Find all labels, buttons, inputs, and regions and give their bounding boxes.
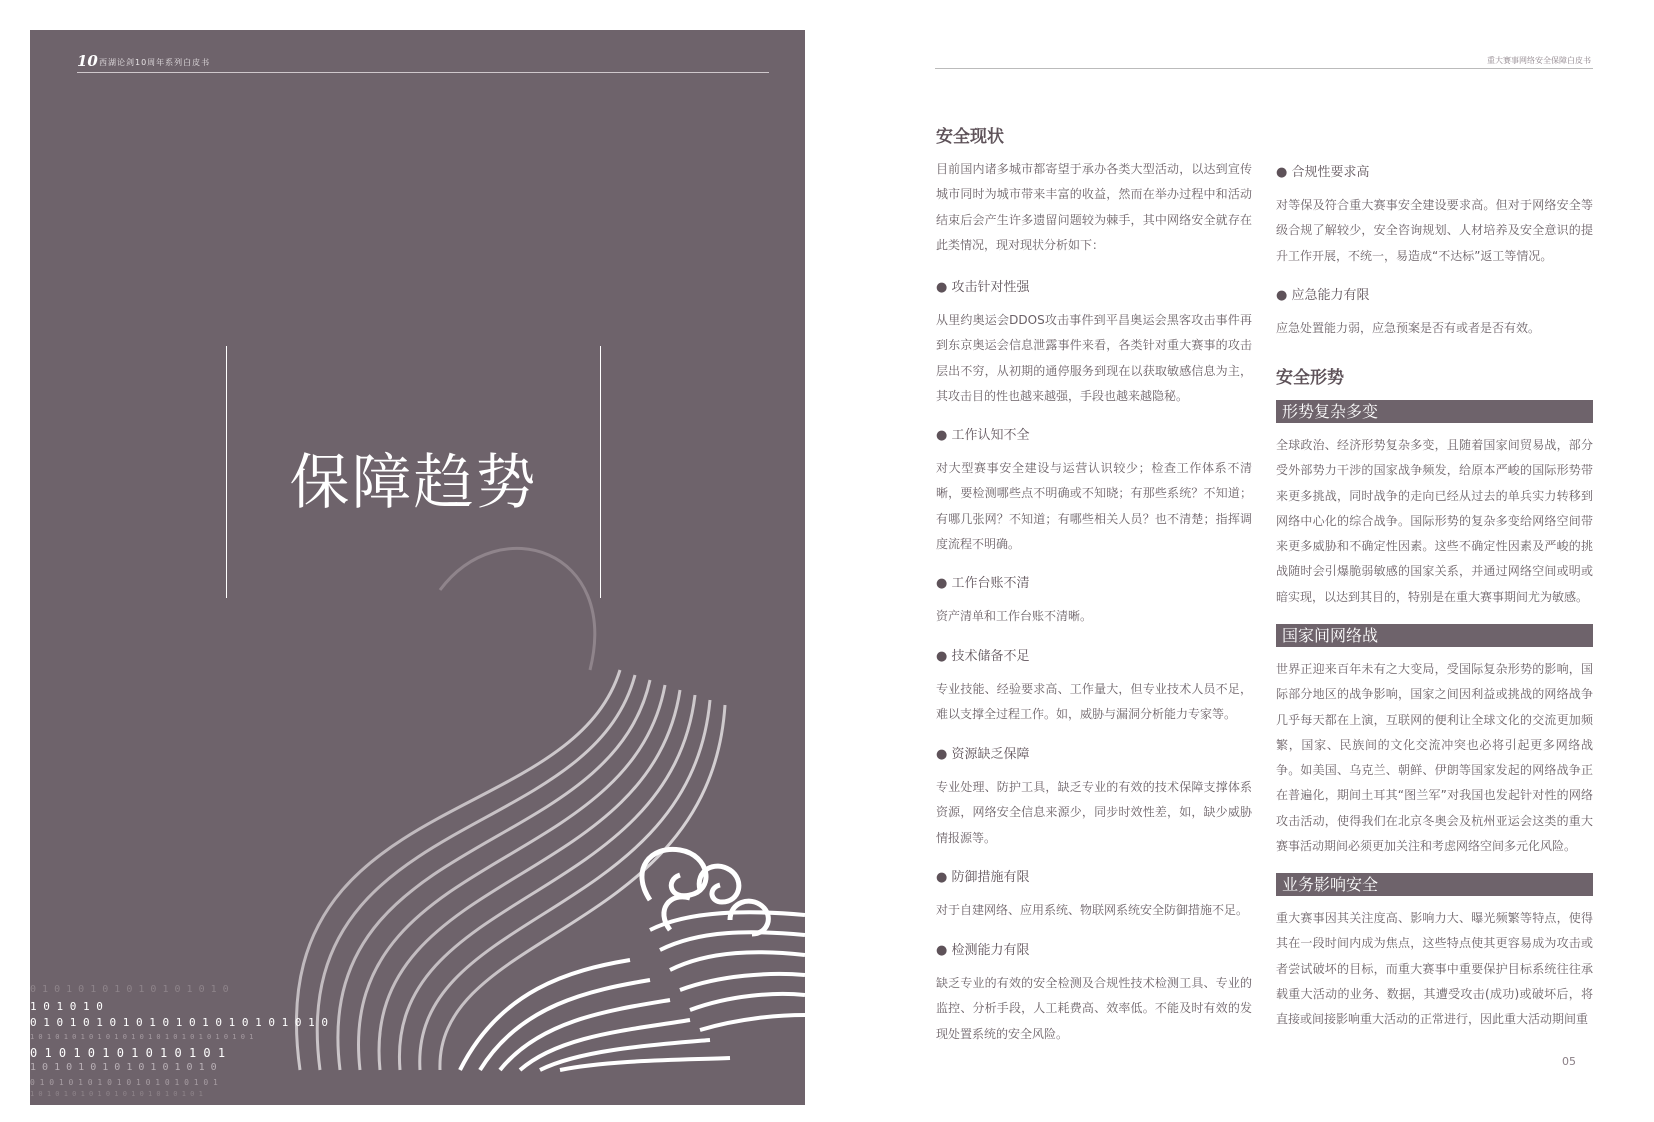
anniversary-logo: 10 <box>77 52 98 70</box>
intro-paragraph: 目前国内诸多城市都寄望于承办各类大型活动，以达到宣传城市同时为城市带来丰富的收益，然而在举办过程中和活动结束后会产生许多遗留问题较为棘手，其中网络安全就存在此类情况，现对现状分析如下： <box>936 162 1252 252</box>
binary-decoration-line: 1 0 1 0 1 0 <box>30 1000 103 1013</box>
content-header-rule <box>935 68 1593 69</box>
content-header-text: 重大赛事网络安全保障白皮书 <box>1487 56 1591 65</box>
bullet-heading: ● 攻击针对性强 <box>936 280 1030 295</box>
subsection-bar: 国家间网络战 <box>1276 624 1593 647</box>
chapter-cover-page <box>30 30 805 1105</box>
bullet-paragraph: 专业处理、防护工具，缺乏专业的有效的技术保障支撑体系资源，网络安全信息来源少，同步时效性差，如，缺少威胁情报源等。 <box>936 780 1252 845</box>
bullet-heading: ● 工作认知不全 <box>936 428 1030 443</box>
binary-decoration-line: 0 1 0 1 0 1 0 1 0 1 0 1 0 1 0 1 0 1 0 1 <box>30 1078 218 1087</box>
wave-lines-decoration <box>30 30 805 1105</box>
bullet-heading: ● 检测能力有限 <box>936 943 1030 958</box>
binary-decoration-line: 0 1 0 1 0 1 0 1 0 1 0 1 0 1 0 1 0 <box>30 984 229 995</box>
bullet-paragraph: 专业技能、经验要求高、工作量大，但专业技术人员不足，难以支撑全过程工作。如，威胁与漏洞分析能力专家等。 <box>936 682 1252 722</box>
bullet-paragraph: 资产清单和工作台账不清晰。 <box>936 609 1093 623</box>
bullet-paragraph: 缺乏专业的有效的安全检测及合规性技术检测工具、专业的监控、分析手段，人工耗费高、效率低。不能及时有效的发现处置系统的安全风险。 <box>936 976 1252 1041</box>
subsection-bar: 形势复杂多变 <box>1276 400 1593 423</box>
bullet-heading: ● 防御措施有限 <box>936 870 1030 885</box>
subsection-paragraph: 重大赛事因其关注度高、影响力大、曝光频繁等特点，使得其在一段时间内成为焦点，这些特点使其更容易成为攻击或者尝试破坏的目标，而重大赛事中重要保护目标系统往往承载重大活动的业务、数据，其遭受攻击(成功)或破坏后，将直接或间接影响重大活动的正常进行，因此重大活动期间重 <box>1276 911 1593 1027</box>
binary-decoration-line: 0 1 0 1 0 1 0 1 0 1 0 1 0 1 <box>30 1046 226 1060</box>
page-number: 05 <box>1562 1055 1576 1068</box>
subsection-paragraph: 世界正迎来百年未有之大变局，受国际复杂形势的影响，国际部分地区的战争影响，国家之间因利益或挑战的网络战争几乎每天都在上演，互联网的便利让全球文化的交流更加频繁，国家、民族间的文化交流冲突也必将引起更多网络战争。如美国、乌克兰、朝鲜、伊朗等国家发起的网络战争正在普遍化，期间土耳其“图兰军”对我国也发起针对性的网络攻击活动，使得我们在北京冬奥会及杭州亚运会这类的重大赛事活动期间必须更加关注和考虑网络空间多元化风险。 <box>1276 662 1593 854</box>
bullet-heading: ● 工作台账不清 <box>936 576 1030 591</box>
chapter-title: 保障趋势 <box>289 448 538 518</box>
title-frame-right-line <box>600 346 601 598</box>
subsection-paragraph: 全球政治、经济形势复杂多变，且随着国家间贸易战，部分受外部势力干涉的国家战争频发，给原本严峻的国际形势带来更多挑战，同时战争的走向已经从过去的单兵实力转移到网络中心化的综合战争。国际形势的复杂多变给网络空间带来更多威胁和不确定性因素。这些不确定性因素及严峻的挑战随时会引爆脆弱敏感的国家关系，并通过网络空间或明或暗实现，以达到其目的，特别是在重大赛事期间尤为敏感。 <box>1276 438 1593 604</box>
bullet-paragraph: 应急处置能力弱，应急预案是否有或者是否有效。 <box>1276 321 1541 335</box>
bullet-paragraph: 对于自建网络、应用系统、物联网系统安全防御措施不足。 <box>936 903 1249 917</box>
content-page <box>915 0 1654 1122</box>
bullet-heading: ● 应急能力有限 <box>1276 288 1370 303</box>
bullet-paragraph: 从里约奥运会DDOS攻击事件到平昌奥运会黑客攻击事件再到东京奥运会信息泄露事件来看，各类针对重大赛事的攻击层出不穷，从初期的通停服务到现在以获取敏感信息为主，其攻击目的性也越来越强，手段也越来越隐秘。 <box>936 313 1252 403</box>
cover-header-text: 西湖论剑10周年系列白皮书 <box>99 58 211 67</box>
bullet-heading: ● 合规性要求高 <box>1276 165 1370 180</box>
binary-decoration-line: 0 1 0 1 0 1 0 1 0 1 0 1 0 1 0 1 0 1 0 1 0 1 0 <box>30 1016 329 1029</box>
bullet-heading: ● 资源缺乏保障 <box>936 747 1030 762</box>
bullet-heading: ● 技术储备不足 <box>936 649 1030 664</box>
subsection-bar: 业务影响安全 <box>1276 873 1593 896</box>
section-title-current-status: 安全现状 <box>936 127 1004 147</box>
binary-decoration-line: 1 0 1 0 1 0 1 0 1 0 1 0 1 0 1 0 1 0 1 0 1 <box>30 1090 203 1098</box>
binary-decoration-line: 1 0 1 0 1 0 1 0 1 0 1 0 1 0 1 0 <box>30 1062 217 1073</box>
section-title-security-situation: 安全形势 <box>1276 368 1344 388</box>
binary-decoration-line: 1 0 1 0 1 0 1 0 1 0 1 0 1 0 1 0 1 0 1 0 1 0 1 0 1 0 1 <box>30 1033 254 1041</box>
bullet-paragraph: 对大型赛事安全建设与运营认识较少；检查工作体系不清晰，要检测哪些点不明确或不知晓；有那些系统？不知道；有哪几张网？不知道；有哪些相关人员？也不清楚；指挥调度流程不明确。 <box>936 461 1252 551</box>
bullet-paragraph: 对等保及符合重大赛事安全建设要求高。但对于网络安全等级合规了解较少，安全咨询规划、人材培养及安全意识的提升工作开展，不统一，易造成“不达标”返工等情况。 <box>1276 198 1593 263</box>
